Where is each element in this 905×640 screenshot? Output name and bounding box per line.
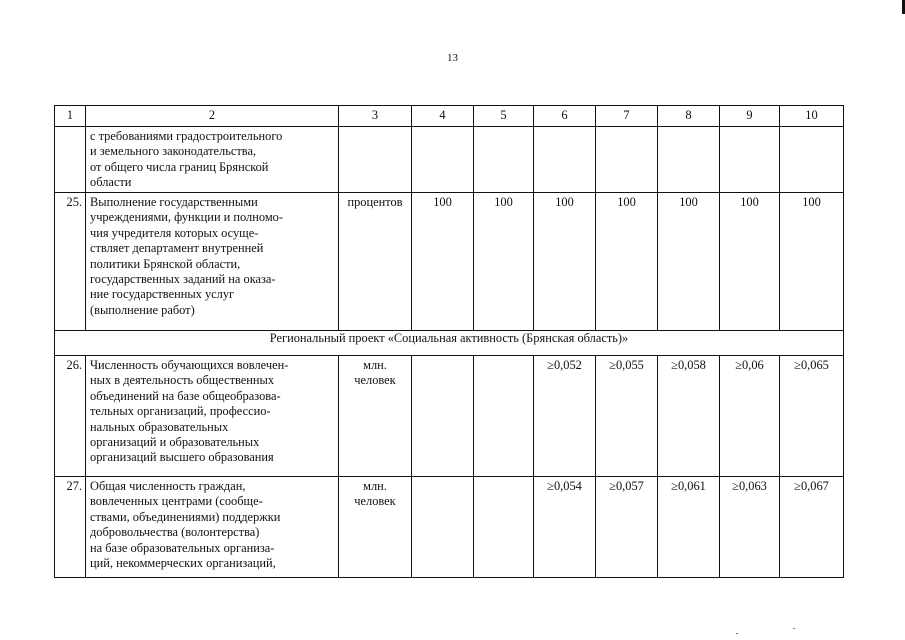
table-row	[55, 356, 844, 477]
value-cell: 100	[412, 193, 474, 331]
indicator-name: Выполнение государственными учреждениями, функции и полномо- чия учредителя которых осуще- ствляет департамент внутренней политики Брянской области, государственных заданий на оказа- ние государственных услуг (выполнение работ)	[86, 193, 339, 331]
unit-cell: процентов	[339, 193, 412, 331]
value-cell	[474, 356, 534, 477]
value-cell: 100	[474, 193, 534, 331]
header-cell: 3	[339, 106, 412, 127]
unit-cell: млн. человек	[339, 356, 412, 477]
section-row	[55, 331, 844, 356]
value-cell: 100	[534, 193, 596, 331]
header-cell: 1	[55, 106, 86, 127]
value-cell: ≥0,063	[720, 477, 780, 578]
value-cell: 100	[780, 193, 844, 331]
value-cell: ≥0,065	[780, 356, 844, 477]
value-cell	[534, 127, 596, 193]
header-cell: 7	[596, 106, 658, 127]
unit-cell	[339, 127, 412, 193]
row-number	[55, 127, 86, 193]
unit-cell: млн. человек	[339, 477, 412, 578]
value-cell	[412, 127, 474, 193]
header-cell: 8	[658, 106, 720, 127]
value-cell: ≥0,052	[534, 356, 596, 477]
value-cell: ≥0,054	[534, 477, 596, 578]
value-cell	[596, 127, 658, 193]
value-cell	[412, 477, 474, 578]
row-number: 26.	[55, 356, 86, 477]
value-cell: 100	[596, 193, 658, 331]
value-cell: ≥0,067	[780, 477, 844, 578]
value-cell	[720, 127, 780, 193]
value-cell	[780, 127, 844, 193]
value-cell: 100	[720, 193, 780, 331]
indicator-name: с требованиями градостроительного и земельного законодательства, от общего числа границ Брянской области	[86, 127, 339, 193]
row-number: 27.	[55, 477, 86, 578]
table-header-row	[55, 106, 844, 127]
header-cell: 10	[780, 106, 844, 127]
value-cell: ≥0,061	[658, 477, 720, 578]
value-cell	[474, 477, 534, 578]
value-cell: ≥0,06	[720, 356, 780, 477]
section-title: Региональный проект «Социальная активность (Брянская область)»	[55, 331, 844, 356]
header-cell: 6	[534, 106, 596, 127]
indicator-name: Общая численность граждан, вовлеченных центрами (сообще- ствами, объединениями) поддержки добровольчества (волонтерства) на базе образовательных организа- ций, некоммерческих организаций,	[86, 477, 339, 578]
table-row	[55, 477, 844, 578]
header-cell: 2	[86, 106, 339, 127]
indicator-table	[54, 105, 844, 578]
page-number: 13	[447, 52, 458, 64]
value-cell	[412, 356, 474, 477]
scan-speck	[736, 633, 738, 634]
header-cell: 5	[474, 106, 534, 127]
scan-speck	[793, 628, 795, 629]
header-cell: 9	[720, 106, 780, 127]
row-number: 25.	[55, 193, 86, 331]
header-cell: 4	[412, 106, 474, 127]
table-row	[55, 193, 844, 331]
value-cell	[658, 127, 720, 193]
value-cell: ≥0,058	[658, 356, 720, 477]
value-cell: ≥0,057	[596, 477, 658, 578]
indicator-name: Численность обучающихся вовлечен- ных в деятельность общественных объединений на базе общеобразова- тельных организаций, профессио- нальных образовательных организаций и образовательных организаций высшего образования	[86, 356, 339, 477]
value-cell	[474, 127, 534, 193]
table-row	[55, 127, 844, 193]
value-cell: ≥0,055	[596, 356, 658, 477]
value-cell: 100	[658, 193, 720, 331]
